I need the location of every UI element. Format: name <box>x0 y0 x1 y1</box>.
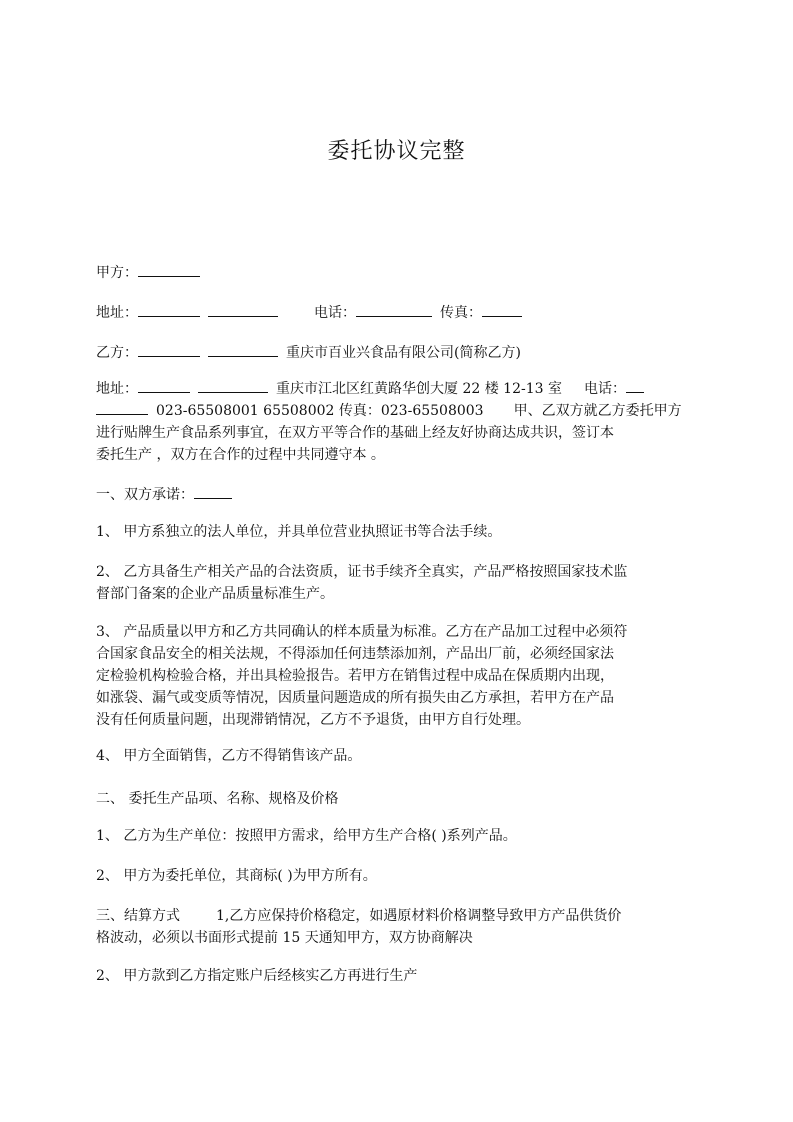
phone-label: 电话： <box>314 305 356 321</box>
address-line-2 <box>96 400 708 422</box>
address-line-1 <box>96 378 708 400</box>
party-a-blank <box>138 262 200 277</box>
party-b-address: 重庆市江北区红黄路华创大厦 22 楼 12-13 室 <box>276 381 562 397</box>
section-3-line-1 <box>96 905 708 927</box>
section-2-heading: 二、 委托生产品项、名称、规格及价格 <box>96 791 339 807</box>
fax-blank <box>482 302 522 317</box>
phone2-label: 电话： <box>583 381 626 397</box>
page-title: 委托协议完整 <box>327 139 466 164</box>
party-b-label: 乙方： <box>96 345 138 361</box>
preamble-line-1: 甲、乙双方就乙方委托甲方 <box>513 403 682 419</box>
item-2-1: 1、 乙方为生产单位：按照甲方需求，给甲方生产合格( )系列产品。 <box>96 828 517 844</box>
item-1-2-line-2: 督部门备案的企业产品质量标准生产。 <box>96 586 334 602</box>
item-1-3-line-2: 合国家食品安全的相关法规，不得添加任何违禁添加剂，产品出厂前，必须经国家法 <box>96 646 614 662</box>
item-1-3-line-5: 没有任何质量问题，出现滞销情况，乙方不予退货，由甲方自行处理。 <box>96 712 530 728</box>
item-1-2-line-1: 2、 乙方具备生产相关产品的合法资质，证书手续齐全真实，产品严格按照国家技术监 <box>96 564 628 580</box>
section-3-line-2: 格波动，必须以书面形式提前 15 天通知甲方，双方协商解决 <box>96 930 473 946</box>
party-b-name: 重庆市百业兴食品有限公司(简称乙方) <box>286 345 521 361</box>
section-3 <box>96 905 708 949</box>
address-label: 地址： <box>96 305 138 321</box>
phone2-blank-1 <box>626 378 644 393</box>
fax-label: 传真： <box>440 305 482 321</box>
address2-label: 地址： <box>96 381 138 397</box>
party-a-label: 甲方： <box>96 265 138 281</box>
preamble-line-3: 委托生产 ，双方在合作的过程中共同遵守本 。 <box>96 447 385 463</box>
party-a-address-line <box>96 302 708 324</box>
address2-blank-2 <box>198 378 268 393</box>
address2-blank-1 <box>138 378 190 393</box>
phone2-blank-2 <box>96 400 148 415</box>
item-1-2 <box>96 561 708 605</box>
section-3-heading: 三、结算方式 <box>96 908 180 924</box>
party-b-line <box>96 342 708 364</box>
item-1-3 <box>96 621 708 731</box>
party-b-blank-1 <box>138 342 200 357</box>
item-1-4: 4、 甲方全面销售，乙方不得销售该产品。 <box>96 748 362 764</box>
section-1-blank <box>194 484 232 499</box>
preamble-line-2: 进行贴牌生产食品系列事宜，在双方平等合作的基础上经友好协商达成共识，签订本 <box>96 425 614 441</box>
section-1-heading: 一、双方承诺： <box>96 487 194 503</box>
party-b-blank-2 <box>208 342 278 357</box>
party-a-line <box>96 262 708 284</box>
item-1-3-line-4: 如涨袋、漏气或变质等情况，因质量问题造成的所有损失由乙方承担，若甲方在产品 <box>96 690 614 706</box>
item-1-3-line-1: 3、 产品质量以甲方和乙方共同确认的样本质量为标准。乙方在产品加工过程中必须符 <box>96 624 628 640</box>
party-b-address-block <box>96 378 708 466</box>
section-3-text-1: 1,乙方应保持价格稳定，如遇原材料价格调整导致甲方产品供货价 <box>216 908 622 924</box>
phone-fax-line: 023-65508001 65508002 传真：023-65508003 <box>156 403 484 419</box>
section-1-heading-line <box>96 484 708 506</box>
address-blank-1 <box>138 302 200 317</box>
address-blank-2 <box>208 302 278 317</box>
phone-blank <box>356 302 432 317</box>
item-1-1: 1、 甲方系独立的法人单位，并具单位营业执照证书等合法手续。 <box>96 524 502 540</box>
item-3-2: 2、 甲方款到乙方指定账户后经核实乙方再进行生产 <box>96 968 418 984</box>
item-1-3-line-3: 定检验机构检验合格，并出具检验报告。若甲方在销售过程中成品在保质期内出现， <box>96 668 614 684</box>
item-2-2: 2、 甲方为委托单位，其商标( )为甲方所有。 <box>96 868 377 884</box>
